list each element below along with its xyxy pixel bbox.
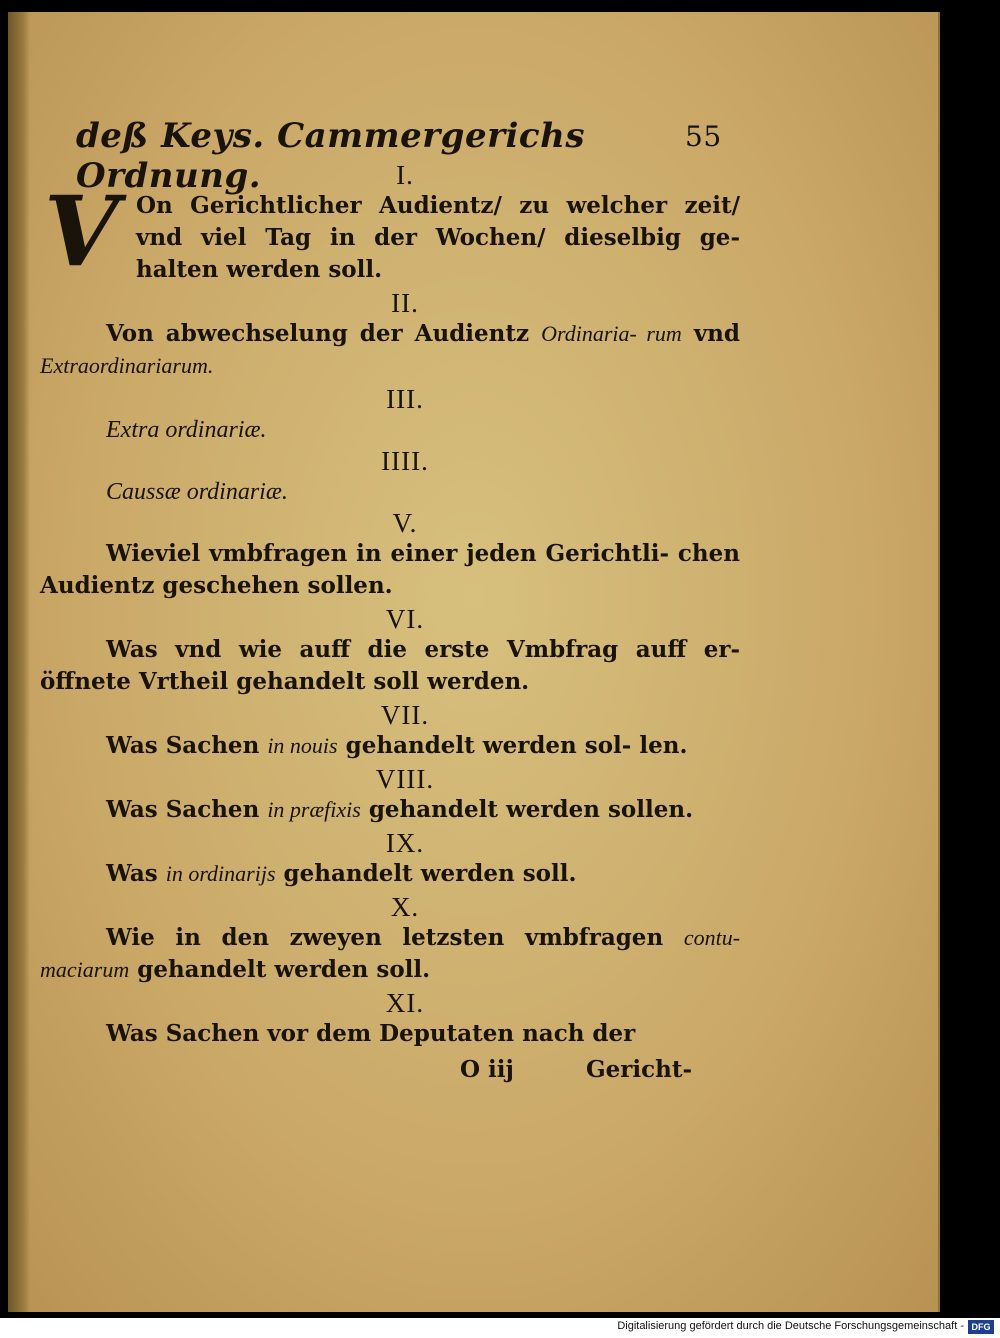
decorated-initial: V [44,175,119,288]
running-title: deß Keys. Cammergerichs Ordnung. [76,116,585,196]
section-numeral: IX. [385,828,425,858]
entry-text: Von abwechselung der Audientz [106,320,530,347]
section-entry [40,858,740,890]
section-entry: Caussæ ordinariæ. [106,479,288,505]
section-entry: Was Sachen vor dem Deputaten nach der [106,1020,636,1047]
entry-text: Wie in den zweyen letzsten vmbfragen [106,924,664,951]
section-entry: Was vnd wie auff die erste Vmbfrag auff er- öffnete Vrtheil gehandelt soll werden. [40,636,740,695]
entry-text: Was Sachen [106,796,260,823]
section-entry [40,730,740,762]
page-number: 55 [685,120,722,153]
entry-latin: contu- maciarum [40,925,741,982]
entry-latin: in præfixis [267,797,361,822]
section-entry: Extra ordinariæ. [106,417,267,443]
section-entry [40,318,740,382]
catchword: Gericht- [586,1056,693,1083]
section-entry [40,794,740,826]
catchline [40,1052,740,1092]
section-numeral: V. [392,508,418,538]
section-numeral: IIII. [381,446,429,476]
section-numeral: III. [386,384,424,414]
entry-text: On Gerichtlicher Audientz/ zu welcher zeit/ vnd viel Tag in der Wochen/ dieselbig ge- halten werden soll. [136,192,740,283]
section-numeral: VIII. [375,764,435,794]
signature-mark: O iij [460,1056,514,1083]
page-text-block [40,112,740,1092]
section-numeral: I. [396,160,414,190]
entry-latin: in nouis [267,733,338,758]
entry-text: gehandelt werden soll. [137,956,431,983]
entry-text: vnd [693,320,740,347]
entry-latin: Ordinaria- rum [541,321,682,346]
section-numeral: VI. [385,604,425,634]
section-numeral: XI. [385,988,425,1018]
book-binding-edge [8,12,30,1312]
digitization-footer [0,1318,1000,1338]
section-entry [40,922,740,986]
entry-text: Was [106,860,158,887]
entry-text: gehandelt werden soll. [283,860,577,887]
entry-text: gehandelt werden sol- len. [345,732,688,759]
section-numeral: II. [391,288,419,318]
footer-credit: Digitalisierung gefördert durch die Deutsche Forschungsgemeinschaft - [617,1320,964,1332]
entry-latin: Extraordinariarum. [40,353,214,378]
entry-latin: in ordinarijs [165,861,276,886]
section-entry: Wieviel vmbfragen in einer jeden Gerichtli- chen Audientz geschehen sollen. [40,540,740,599]
section-numeral: X. [390,892,420,922]
running-head [40,112,740,196]
entry-text: gehandelt werden sollen. [368,796,694,823]
section-numeral: VII. [380,700,430,730]
dfg-logo: DFG [968,1320,994,1334]
entry-text: Was Sachen [106,732,260,759]
section-entry [40,175,740,288]
book-page [8,12,940,1312]
